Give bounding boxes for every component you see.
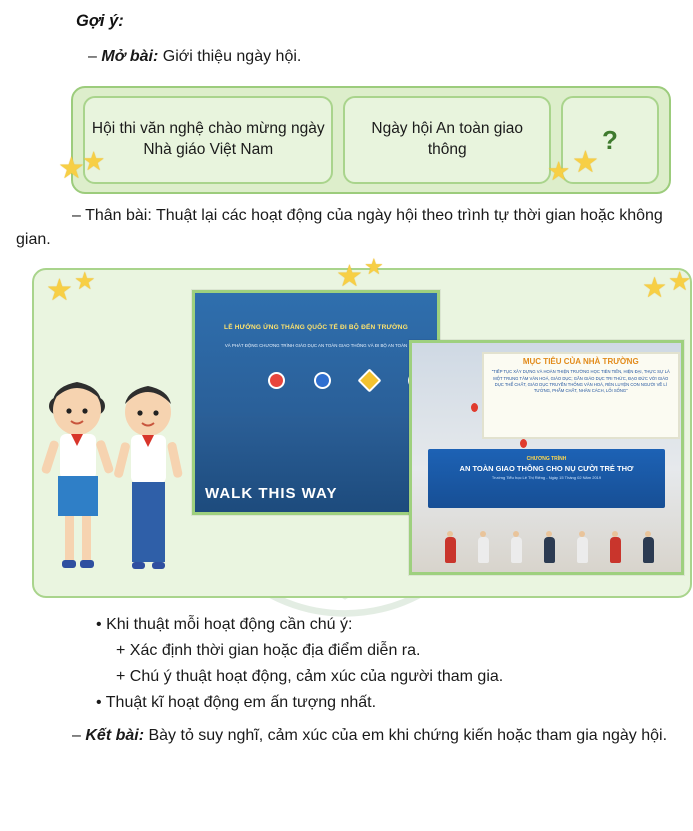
school-goal-board xyxy=(482,352,680,438)
lantern-icon xyxy=(471,403,478,412)
idea-card-an-toan-giao-thong[interactable]: Ngày hội An toàn giao thông xyxy=(343,96,550,184)
star-icon: ★ xyxy=(547,156,571,187)
idea-card-question[interactable]: ? xyxy=(561,96,659,184)
dash-marker: – xyxy=(72,726,81,744)
photo1-banner-title: LỄ HƯỞNG ỨNG THÁNG QUỐC TẾ ĐI BỘ ĐẾN TRƯỜNG xyxy=(224,324,408,332)
lantern-icon xyxy=(520,439,527,448)
star-icon: ★ xyxy=(58,152,85,186)
person-figure xyxy=(544,537,555,563)
person-figure xyxy=(511,537,522,563)
page-title: Gợi ý: xyxy=(76,12,124,30)
section-mo-bai xyxy=(88,45,677,68)
notes-list xyxy=(16,612,677,716)
star-icon: ★ xyxy=(82,146,106,177)
stop-sign-icon xyxy=(268,372,285,389)
dash-marker: – xyxy=(88,48,97,65)
blue-sign-icon xyxy=(314,372,331,389)
person-figure xyxy=(478,537,489,563)
note-marker: • xyxy=(96,616,102,634)
note-text: Xác định thời gian hoặc địa điểm diễn ra. xyxy=(129,642,421,660)
note-marker: + xyxy=(116,668,126,685)
section-text: Giới thiệu ngày hội. xyxy=(158,48,302,65)
note-item xyxy=(96,690,677,716)
note-text: Thuật kĩ hoạt động em ấn tượng nhất. xyxy=(105,693,377,711)
person-figure xyxy=(643,537,654,563)
section-label: Kết bài: xyxy=(85,726,145,744)
warning-sign-icon xyxy=(358,368,382,392)
event-banner-subtitle: Trường Tiểu học Lê Thị Riêng - Ngày 15 Tháng 02 Năm 2019 xyxy=(491,474,602,480)
person-figure xyxy=(577,537,588,563)
section-label: Thân bài: xyxy=(85,207,152,225)
star-icon: ★ xyxy=(572,146,599,180)
dash-marker: – xyxy=(72,207,81,225)
traffic-sign-row xyxy=(268,372,425,389)
school-goal-body: "TIẾP TỤC XÂY DỰNG VÀ HOÀN THIỆN TRƯỜNG HỌC TIÊN TIẾN, HIỆN ĐẠI, THỰC SỰ LÀ MỘT TRUNG TÂM VĂN HOÁ, GIÁO DỤC; GẮN GIÁO DỤC TRI THỨC, ĐẠO ĐỨC VỚI GIÁO DỤC THỂ CHẤT, GIÁO DỤC TRUYỀN THỐNG VĂN HOÁ, RÈN LUYỆN CON NGƯỜI VỀ LÍ TƯỞNG, PHẨM CHẤT, NHÂN CÁCH, LỐI SỐNG" xyxy=(491,369,670,394)
section-label: Mở bài: xyxy=(101,48,159,65)
star-icon: ★ xyxy=(74,268,96,296)
event-banner-title: AN TOÀN GIAO THÔNG CHO NỤ CƯỜI TRẺ THƠ xyxy=(459,463,634,473)
star-icon: ★ xyxy=(336,260,363,294)
photo-walk-to-school[interactable] xyxy=(192,290,440,515)
note-marker: + xyxy=(116,642,126,660)
note-marker: • xyxy=(96,693,102,711)
photo1-banner xyxy=(195,293,437,416)
photo-box xyxy=(32,268,692,598)
school-goal-title: MỤC TIÊU CỦA NHÀ TRƯỜNG xyxy=(522,357,639,367)
section-ket-bai xyxy=(16,724,677,748)
note-text: Chú ý thuật hoạt động, cảm xúc của người tham gia. xyxy=(129,668,504,685)
person-figure xyxy=(445,537,456,563)
star-icon: ★ xyxy=(668,266,692,297)
photo1-banner-subtitle: VÀ PHÁT ĐỘNG CHƯƠNG TRÌNH GIÁO DỤC AN TOÀN GIAO THÔNG VÀ ĐI BỘ AN TOÀN xyxy=(224,343,408,349)
children-illustration xyxy=(38,366,198,596)
attendees-row xyxy=(434,494,665,563)
note-text: Khi thuật mỗi hoạt động cần chú ý: xyxy=(106,616,353,634)
section-than-bai xyxy=(16,204,677,252)
idea-card-van-nghe[interactable]: Hội thi văn nghệ chào mừng ngày Nhà giáo Việt Nam xyxy=(83,96,333,184)
section-text: Bày tỏ suy nghĩ, cảm xúc của em khi chứng kiến hoặc tham gia ngày hội. xyxy=(144,726,668,744)
note-item xyxy=(116,638,677,664)
person-figure xyxy=(610,537,621,563)
star-icon: ★ xyxy=(642,272,668,304)
note-item xyxy=(116,664,677,690)
section-text: Thuật lại các hoạt động của ngày hội theo trình tự thời gian hoặc không gian. xyxy=(16,207,663,249)
star-icon: ★ xyxy=(364,254,384,280)
photo-traffic-safety-event[interactable] xyxy=(409,340,684,575)
photo1-floor-text: WALK THIS WAY xyxy=(205,485,338,503)
note-item xyxy=(96,612,677,638)
star-icon: ★ xyxy=(46,274,73,308)
event-banner-top: CHƯƠNG TRÌNH xyxy=(526,455,567,462)
